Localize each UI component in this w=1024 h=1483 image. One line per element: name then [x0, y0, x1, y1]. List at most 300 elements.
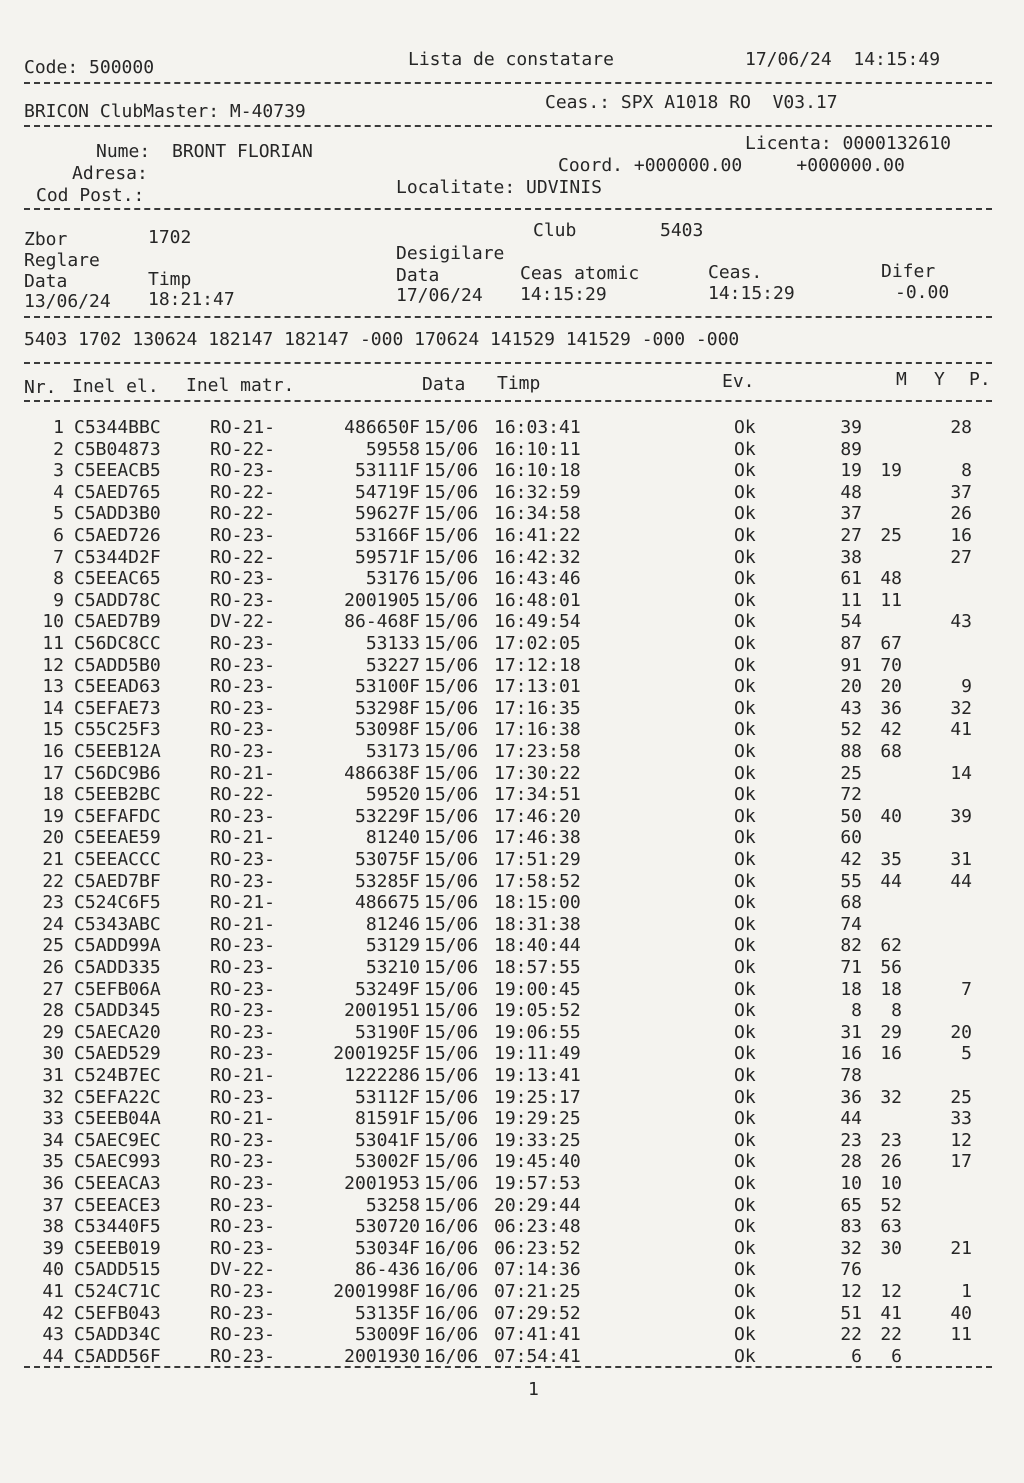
cell-inel-matr-number: 2001925F: [333, 1043, 420, 1065]
cell-p-value: 43: [950, 611, 972, 633]
cell-m-value: 16: [840, 1043, 862, 1065]
cell-inel-matr-number: 1222286: [344, 1065, 420, 1086]
cell-inel-matr-prefix: RO-23-: [210, 1302, 276, 1324]
cell-inel-matr-prefix: RO-22-: [210, 438, 276, 460]
cell-m-value: 42: [840, 849, 862, 870]
locality: Localitate: UDVINIS: [396, 177, 602, 198]
cell-y-value: 56: [880, 957, 902, 978]
cell-event: Ok: [734, 1281, 756, 1302]
cell-m-value: 31: [840, 1021, 862, 1043]
cell-inel-el: C5AED7BF: [74, 870, 161, 892]
cell-y-value: 30: [880, 1237, 902, 1259]
cell-y-value: 68: [880, 741, 902, 762]
cell-arrival-time: 07:54:41: [494, 1345, 581, 1367]
cell-y-value: 52: [880, 1194, 902, 1216]
table-row: [24, 741, 984, 762]
cell-inel-matr-number: 53009F: [354, 1324, 420, 1346]
table-row: [24, 1259, 984, 1280]
cell-inel-el: C5AED726: [74, 525, 161, 546]
cell-arrival-date: 16/06: [424, 1216, 479, 1238]
cell-arrival-time: 16:43:46: [494, 568, 581, 590]
coordinates: Coord. +000000.00 +000000.00: [558, 155, 905, 176]
cell-arrival-time: 06:23:48: [494, 1216, 581, 1238]
divider: [24, 125, 992, 127]
cell-arrival-date: 15/06: [424, 892, 479, 914]
atomic-clock-time: 14:15:29: [520, 284, 607, 305]
cell-inel-matr-number: 53173: [365, 741, 420, 762]
cell-m-value: 39: [840, 417, 862, 438]
page-number: 1: [528, 1379, 539, 1400]
cell-inel-matr-prefix: RO-23-: [210, 1043, 276, 1065]
cell-event: Ok: [734, 827, 756, 849]
difference-label: Difer: [881, 261, 936, 282]
cell-event: Ok: [734, 1043, 756, 1065]
cell-m-value: 44: [840, 1108, 862, 1130]
cell-event: Ok: [734, 957, 756, 978]
cell-nr: 42: [42, 1302, 64, 1324]
cell-arrival-date: 15/06: [424, 719, 479, 741]
cell-nr: 14: [42, 697, 64, 719]
cell-arrival-date: 16/06: [424, 1302, 479, 1324]
cell-p-value: 37: [950, 481, 972, 503]
cell-arrival-date: 15/06: [424, 546, 479, 568]
cell-arrival-date: 15/06: [424, 805, 479, 827]
cell-p-value: 5: [961, 1043, 972, 1065]
cell-nr: 20: [42, 827, 64, 849]
desigilare-label: Desigilare: [396, 243, 505, 264]
postal-code-label: Cod Post.:: [36, 185, 145, 206]
cell-m-value: 8: [851, 1000, 862, 1022]
cell-inel-matr-number: 59627F: [354, 503, 420, 525]
table-row: [24, 1130, 984, 1151]
cell-inel-el: C5ADD99A: [74, 935, 161, 957]
cell-inel-el: C5EEACA3: [74, 1173, 161, 1194]
cell-inel-el: C5EEAC65: [74, 568, 161, 590]
cell-arrival-date: 15/06: [424, 460, 479, 482]
cell-inel-matr-prefix: RO-23-: [210, 870, 276, 892]
table-row: [24, 806, 984, 827]
cell-inel-matr-prefix: RO-22-: [210, 546, 276, 568]
cell-arrival-time: 17:02:05: [494, 633, 581, 654]
cell-nr: 39: [42, 1237, 64, 1259]
cell-nr: 27: [42, 978, 64, 1000]
cell-inel-matr-prefix: RO-23-: [210, 719, 276, 741]
cell-event: Ok: [734, 805, 756, 827]
cell-y-value: 25: [880, 525, 902, 546]
cell-arrival-date: 15/06: [424, 1086, 479, 1108]
cell-event: Ok: [734, 611, 756, 633]
table-row: [24, 1000, 984, 1021]
table-row: [24, 698, 984, 719]
cell-event: Ok: [734, 503, 756, 525]
cell-inel-el: C5ADD56F: [74, 1345, 161, 1367]
cell-inel-matr-prefix: RO-23-: [210, 1151, 276, 1173]
table-row: [24, 417, 984, 438]
cell-event: Ok: [734, 784, 756, 806]
cell-y-value: 70: [880, 654, 902, 676]
cell-p-value: 16: [950, 525, 972, 546]
cell-arrival-date: 15/06: [424, 676, 479, 698]
cell-arrival-time: 19:06:55: [494, 1021, 581, 1043]
cell-arrival-date: 15/06: [424, 1065, 479, 1086]
cell-nr: 23: [42, 892, 64, 914]
cell-inel-el: C524C71C: [74, 1281, 161, 1302]
cell-arrival-date: 15/06: [424, 1194, 479, 1216]
reglare-time: 18:21:47: [148, 289, 235, 310]
cell-p-value: 32: [950, 697, 972, 719]
cell-inel-el: C5344BBC: [74, 417, 161, 438]
cell-nr: 34: [42, 1129, 64, 1151]
cell-inel-el: C5AECA20: [74, 1021, 161, 1043]
cell-arrival-date: 16/06: [424, 1281, 479, 1302]
col-ev: Ev.: [722, 371, 755, 392]
cell-m-value: 71: [840, 957, 862, 978]
cell-nr: 6: [53, 525, 64, 546]
cell-m-value: 25: [840, 762, 862, 784]
cell-event: Ok: [734, 741, 756, 762]
cell-arrival-date: 15/06: [424, 1173, 479, 1194]
cell-inel-matr-prefix: RO-21-: [210, 892, 276, 914]
cell-y-value: 44: [880, 870, 902, 892]
table-row: [24, 892, 984, 913]
table-row: [24, 763, 984, 784]
cell-event: Ok: [734, 1194, 756, 1216]
cell-inel-el: C5EEB04A: [74, 1108, 161, 1130]
divider: [24, 208, 992, 210]
cell-m-value: 38: [840, 546, 862, 568]
cell-inel-matr-prefix: RO-23-: [210, 805, 276, 827]
table-row: [24, 914, 984, 935]
cell-inel-matr-number: 53098F: [354, 719, 420, 741]
cell-y-value: 16: [880, 1043, 902, 1065]
divider: [24, 316, 992, 318]
table-row: [24, 1151, 984, 1172]
cell-inel-matr-prefix: RO-23-: [210, 654, 276, 676]
cell-p-value: 41: [950, 719, 972, 741]
cell-arrival-time: 19:13:41: [494, 1065, 581, 1086]
col-p: P.: [969, 369, 991, 390]
cell-inel-el: C5ADD34C: [74, 1324, 161, 1346]
cell-inel-el: C5B04873: [74, 438, 161, 460]
col-y: Y: [934, 369, 945, 390]
cell-y-value: 19: [880, 460, 902, 482]
cell-inel-matr-prefix: RO-23-: [210, 1129, 276, 1151]
cell-arrival-date: 15/06: [424, 654, 479, 676]
cell-event: Ok: [734, 762, 756, 784]
table-row: [24, 611, 984, 632]
cell-arrival-date: 15/06: [424, 589, 479, 611]
table-row: [24, 439, 984, 460]
cell-m-value: 23: [840, 1129, 862, 1151]
table-row: [24, 547, 984, 568]
cell-arrival-time: 19:57:53: [494, 1173, 581, 1194]
cell-inel-el: C5ADD345: [74, 1000, 161, 1022]
cell-arrival-date: 15/06: [424, 1000, 479, 1022]
cell-m-value: 61: [840, 568, 862, 590]
cell-inel-el: C55C25F3: [74, 719, 161, 741]
cell-arrival-time: 19:33:25: [494, 1129, 581, 1151]
cell-arrival-date: 15/06: [424, 978, 479, 1000]
table-row: [24, 957, 984, 978]
cell-y-value: 8: [891, 1000, 902, 1022]
table-row: [24, 525, 984, 546]
cell-y-value: 23: [880, 1129, 902, 1151]
cell-event: Ok: [734, 978, 756, 1000]
cell-inel-matr-number: 53298F: [354, 697, 420, 719]
cell-p-value: 11: [950, 1324, 972, 1346]
cell-y-value: 20: [880, 676, 902, 698]
cell-inel-matr-prefix: RO-21-: [210, 827, 276, 849]
cell-m-value: 52: [840, 719, 862, 741]
cell-y-value: 42: [880, 719, 902, 741]
cell-event: Ok: [734, 935, 756, 957]
cell-y-value: 36: [880, 697, 902, 719]
table-row: [24, 1238, 984, 1259]
cell-arrival-date: 16/06: [424, 1259, 479, 1281]
cell-y-value: 10: [880, 1173, 902, 1194]
table-row: [24, 503, 984, 524]
cell-inel-matr-number: 81246: [365, 913, 420, 935]
cell-inel-el: C5ADD515: [74, 1259, 161, 1281]
cell-arrival-date: 15/06: [424, 633, 479, 654]
summary-line: 5403 1702 130624 182147 182147 -000 170624 141529 141529 -000 -000: [24, 329, 740, 350]
cell-arrival-date: 15/06: [424, 1043, 479, 1065]
table-row: [24, 1324, 984, 1345]
cell-inel-el: C56DC8CC: [74, 633, 161, 654]
cell-arrival-time: 16:48:01: [494, 589, 581, 611]
cell-nr: 5: [53, 503, 64, 525]
cell-p-value: 9: [961, 676, 972, 698]
cell-inel-matr-number: 53210: [365, 957, 420, 978]
cell-inel-matr-number: 486675: [354, 892, 420, 914]
cell-y-value: 11: [880, 589, 902, 611]
table-row: [24, 871, 984, 892]
cell-arrival-date: 16/06: [424, 1237, 479, 1259]
cell-inel-el: C5EFA22C: [74, 1086, 161, 1108]
table-row: [24, 1216, 984, 1237]
cell-y-value: 63: [880, 1216, 902, 1238]
cell-m-value: 18: [840, 978, 862, 1000]
cell-inel-matr-prefix: RO-23-: [210, 525, 276, 546]
clock-id: Ceas.: SPX A1018 RO V03.17: [545, 92, 838, 113]
cell-inel-matr-prefix: RO-23-: [210, 957, 276, 978]
table-row: [24, 1281, 984, 1302]
cell-event: Ok: [734, 1237, 756, 1259]
license-number: Licenta: 0000132610: [745, 133, 951, 154]
col-m: M: [896, 369, 907, 390]
cell-inel-el: C5EEB019: [74, 1237, 161, 1259]
cell-inel-el: C5EFB043: [74, 1302, 161, 1324]
cell-nr: 11: [42, 633, 64, 654]
cell-event: Ok: [734, 546, 756, 568]
cell-m-value: 48: [840, 481, 862, 503]
cell-arrival-time: 18:40:44: [494, 935, 581, 957]
col-data: Data: [422, 374, 466, 395]
print-datetime: 17/06/24 14:15:49: [745, 49, 941, 70]
cell-inel-matr-number: 59558: [365, 438, 420, 460]
reglare-timp-label: Timp: [148, 269, 192, 290]
cell-inel-matr-number: 53002F: [354, 1151, 420, 1173]
cell-inel-matr-prefix: RO-23-: [210, 1216, 276, 1238]
cell-inel-el: C5EEAE59: [74, 827, 161, 849]
cell-nr: 35: [42, 1151, 64, 1173]
cell-inel-matr-prefix: RO-23-: [210, 1281, 276, 1302]
cell-event: Ok: [734, 1086, 756, 1108]
cell-inel-matr-number: 59520: [365, 784, 420, 806]
cell-y-value: 29: [880, 1021, 902, 1043]
cell-inel-matr-prefix: RO-23-: [210, 1345, 276, 1367]
cell-inel-el: C5EEB2BC: [74, 784, 161, 806]
cell-arrival-time: 17:23:58: [494, 741, 581, 762]
cell-arrival-time: 16:10:11: [494, 438, 581, 460]
cell-event: Ok: [734, 870, 756, 892]
cell-inel-matr-number: 530720: [354, 1216, 420, 1238]
cell-arrival-date: 15/06: [424, 957, 479, 978]
cell-inel-matr-prefix: RO-23-: [210, 978, 276, 1000]
cell-inel-matr-prefix: RO-23-: [210, 676, 276, 698]
cell-arrival-time: 19:25:17: [494, 1086, 581, 1108]
cell-nr: 43: [42, 1324, 64, 1346]
cell-nr: 30: [42, 1043, 64, 1065]
cell-arrival-date: 15/06: [424, 1151, 479, 1173]
cell-arrival-date: 15/06: [424, 611, 479, 633]
cell-m-value: 83: [840, 1216, 862, 1238]
cell-event: Ok: [734, 1302, 756, 1324]
cell-inel-matr-number: 53135F: [354, 1302, 420, 1324]
cell-arrival-time: 16:42:32: [494, 546, 581, 568]
cell-inel-matr-prefix: RO-23-: [210, 1194, 276, 1216]
clock-label: Ceas.: [708, 262, 763, 283]
cell-nr: 40: [42, 1259, 64, 1281]
cell-arrival-time: 18:15:00: [494, 892, 581, 914]
club-label: Club: [533, 220, 577, 241]
cell-inel-el: C5343ABC: [74, 913, 161, 935]
cell-y-value: 40: [880, 805, 902, 827]
col-timp: Timp: [497, 373, 541, 394]
cell-p-value: 39: [950, 805, 972, 827]
cell-nr: 12: [42, 654, 64, 676]
cell-m-value: 91: [840, 654, 862, 676]
cell-event: Ok: [734, 913, 756, 935]
table-row: [24, 633, 984, 654]
cell-arrival-time: 19:05:52: [494, 1000, 581, 1022]
cell-arrival-date: 16/06: [424, 1345, 479, 1367]
table-row: [24, 1087, 984, 1108]
cell-m-value: 19: [840, 460, 862, 482]
cell-m-value: 78: [840, 1065, 862, 1086]
cell-inel-matr-prefix: RO-23-: [210, 1173, 276, 1194]
cell-nr: 32: [42, 1086, 64, 1108]
cell-inel-el: C56DC9B6: [74, 762, 161, 784]
cell-inel-el: C5EEACCC: [74, 849, 161, 870]
cell-m-value: 55: [840, 870, 862, 892]
reglare-label: Reglare: [24, 250, 100, 271]
cell-arrival-time: 16:49:54: [494, 611, 581, 633]
code-label: Code: 500000: [24, 57, 155, 78]
cell-inel-el: C524C6F5: [74, 892, 161, 914]
cell-m-value: 54: [840, 611, 862, 633]
cell-m-value: 32: [840, 1237, 862, 1259]
cell-inel-el: C5EFB06A: [74, 978, 161, 1000]
cell-m-value: 43: [840, 697, 862, 719]
cell-arrival-time: 17:16:38: [494, 719, 581, 741]
cell-arrival-time: 16:41:22: [494, 525, 581, 546]
cell-y-value: 18: [880, 978, 902, 1000]
cell-inel-matr-prefix: RO-21-: [210, 1108, 276, 1130]
reglare-data-label: Data: [24, 271, 68, 292]
cell-arrival-date: 15/06: [424, 741, 479, 762]
table-row: [24, 460, 984, 481]
cell-inel-el: C5AED765: [74, 481, 161, 503]
table-row: [24, 482, 984, 503]
table-row: [24, 1043, 984, 1064]
cell-m-value: 76: [840, 1259, 862, 1281]
cell-arrival-time: 19:45:40: [494, 1151, 581, 1173]
cell-inel-el: C5EEACB5: [74, 460, 161, 482]
cell-nr: 37: [42, 1194, 64, 1216]
cell-nr: 10: [42, 611, 64, 633]
cell-y-value: 62: [880, 935, 902, 957]
divider: [24, 1366, 992, 1368]
table-row: [24, 1173, 984, 1194]
cell-y-value: 12: [880, 1281, 902, 1302]
cell-inel-matr-prefix: RO-22-: [210, 481, 276, 503]
cell-inel-matr-number: 53041F: [354, 1129, 420, 1151]
cell-p-value: 12: [950, 1129, 972, 1151]
cell-m-value: 27: [840, 525, 862, 546]
cell-nr: 21: [42, 849, 64, 870]
cell-y-value: 67: [880, 633, 902, 654]
cell-event: Ok: [734, 438, 756, 460]
cell-inel-matr-prefix: RO-21-: [210, 762, 276, 784]
cell-inel-matr-number: 2001953: [344, 1173, 420, 1194]
table-row: [24, 1108, 984, 1129]
cell-event: Ok: [734, 892, 756, 914]
cell-arrival-date: 15/06: [424, 438, 479, 460]
divider: [24, 400, 992, 402]
cell-event: Ok: [734, 1065, 756, 1086]
cell-m-value: 36: [840, 1086, 862, 1108]
table-row: [24, 655, 984, 676]
cell-inel-matr-number: 2001998F: [333, 1281, 420, 1302]
cell-event: Ok: [734, 481, 756, 503]
cell-nr: 19: [42, 805, 64, 827]
atomic-clock-label: Ceas atomic: [520, 263, 640, 284]
cell-event: Ok: [734, 1259, 756, 1281]
cell-nr: 38: [42, 1216, 64, 1238]
cell-inel-matr-number: 53129: [365, 935, 420, 957]
cell-inel-matr-prefix: RO-23-: [210, 1021, 276, 1043]
cell-arrival-date: 15/06: [424, 697, 479, 719]
cell-nr: 15: [42, 719, 64, 741]
cell-event: Ok: [734, 697, 756, 719]
cell-arrival-time: 16:32:59: [494, 481, 581, 503]
cell-m-value: 51: [840, 1302, 862, 1324]
cell-m-value: 37: [840, 503, 862, 525]
cell-event: Ok: [734, 849, 756, 870]
cell-arrival-date: 15/06: [424, 417, 479, 438]
cell-arrival-date: 15/06: [424, 1021, 479, 1043]
cell-arrival-time: 18:31:38: [494, 913, 581, 935]
cell-inel-el: C5344D2F: [74, 546, 161, 568]
cell-event: Ok: [734, 1021, 756, 1043]
cell-inel-matr-number: 53249F: [354, 978, 420, 1000]
cell-event: Ok: [734, 525, 756, 546]
cell-p-value: 20: [950, 1021, 972, 1043]
cell-event: Ok: [734, 1216, 756, 1238]
cell-m-value: 82: [840, 935, 862, 957]
cell-inel-matr-number: 2001930: [344, 1345, 420, 1367]
